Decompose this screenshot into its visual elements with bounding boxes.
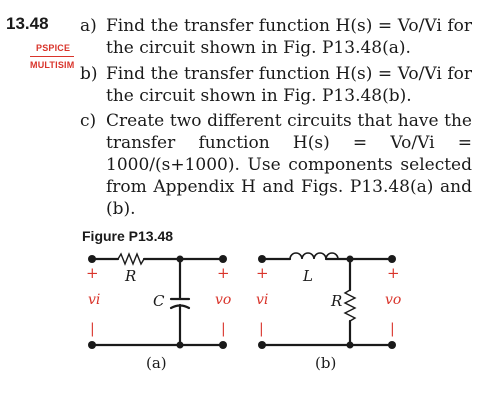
part-a-text: Find the transfer function H(s) = Vo/Vi for the circuit shown in Fig. P13.48(a). [106, 16, 472, 58]
caption-a: (a) [146, 354, 167, 372]
input-label: vi [256, 292, 269, 308]
terminal-dot [219, 255, 227, 263]
terminal-dot [388, 341, 396, 349]
part-b-label: b) [80, 64, 98, 84]
input-label: vi [88, 292, 101, 308]
pspice-tag: PSPICE [36, 43, 71, 53]
capacitor-label: C [153, 292, 165, 310]
circuit-a-labels [86, 264, 231, 337]
junction-dot [347, 342, 354, 349]
input-minus: | [259, 321, 264, 337]
circuit-b-terminals [258, 255, 396, 349]
part-b-text: Find the transfer function H(s) = Vo/Vi for the circuit shown in Fig. P13.48(b). [106, 64, 472, 106]
terminal-dot [258, 341, 266, 349]
output-minus: | [390, 321, 395, 337]
caption-b: (b) [315, 354, 337, 372]
input-plus: + [256, 264, 269, 282]
terminal-dot [88, 341, 96, 349]
resistor-symbol [345, 290, 355, 321]
output-label: vo [385, 292, 402, 308]
problem-number: 13.48 [6, 14, 49, 33]
terminal-dot [258, 255, 266, 263]
part-a-label: a) [80, 16, 97, 36]
output-minus: | [221, 321, 226, 337]
input-plus: + [86, 264, 99, 282]
output-plus: + [387, 264, 400, 282]
circuit-b [262, 253, 392, 345]
output-plus: + [217, 264, 230, 282]
multisim-tag: MULTISIM [30, 60, 75, 70]
junction-dot [347, 256, 354, 263]
resistor-symbol [118, 254, 144, 264]
junction-dot [177, 256, 184, 263]
junction-dot [177, 342, 184, 349]
terminal-dot [88, 255, 96, 263]
part-c-text: Create two different circuits that have the transfer function H(s) = Vo/Vi = 1000/(s+1000). Use components selected from Appendix H and Figs. P13.48(a) and (b). [106, 111, 472, 219]
input-minus: | [90, 321, 95, 337]
resistor-label: R [331, 292, 343, 310]
terminal-dot [388, 255, 396, 263]
resistor-label: R [125, 267, 137, 285]
figure-title: Figure P13.48 [82, 228, 174, 244]
inductor-label: L [303, 267, 313, 285]
circuit-b-labels [256, 264, 401, 337]
output-label: vo [215, 292, 232, 308]
terminal-dot [219, 341, 227, 349]
part-c-label: c) [80, 111, 97, 131]
